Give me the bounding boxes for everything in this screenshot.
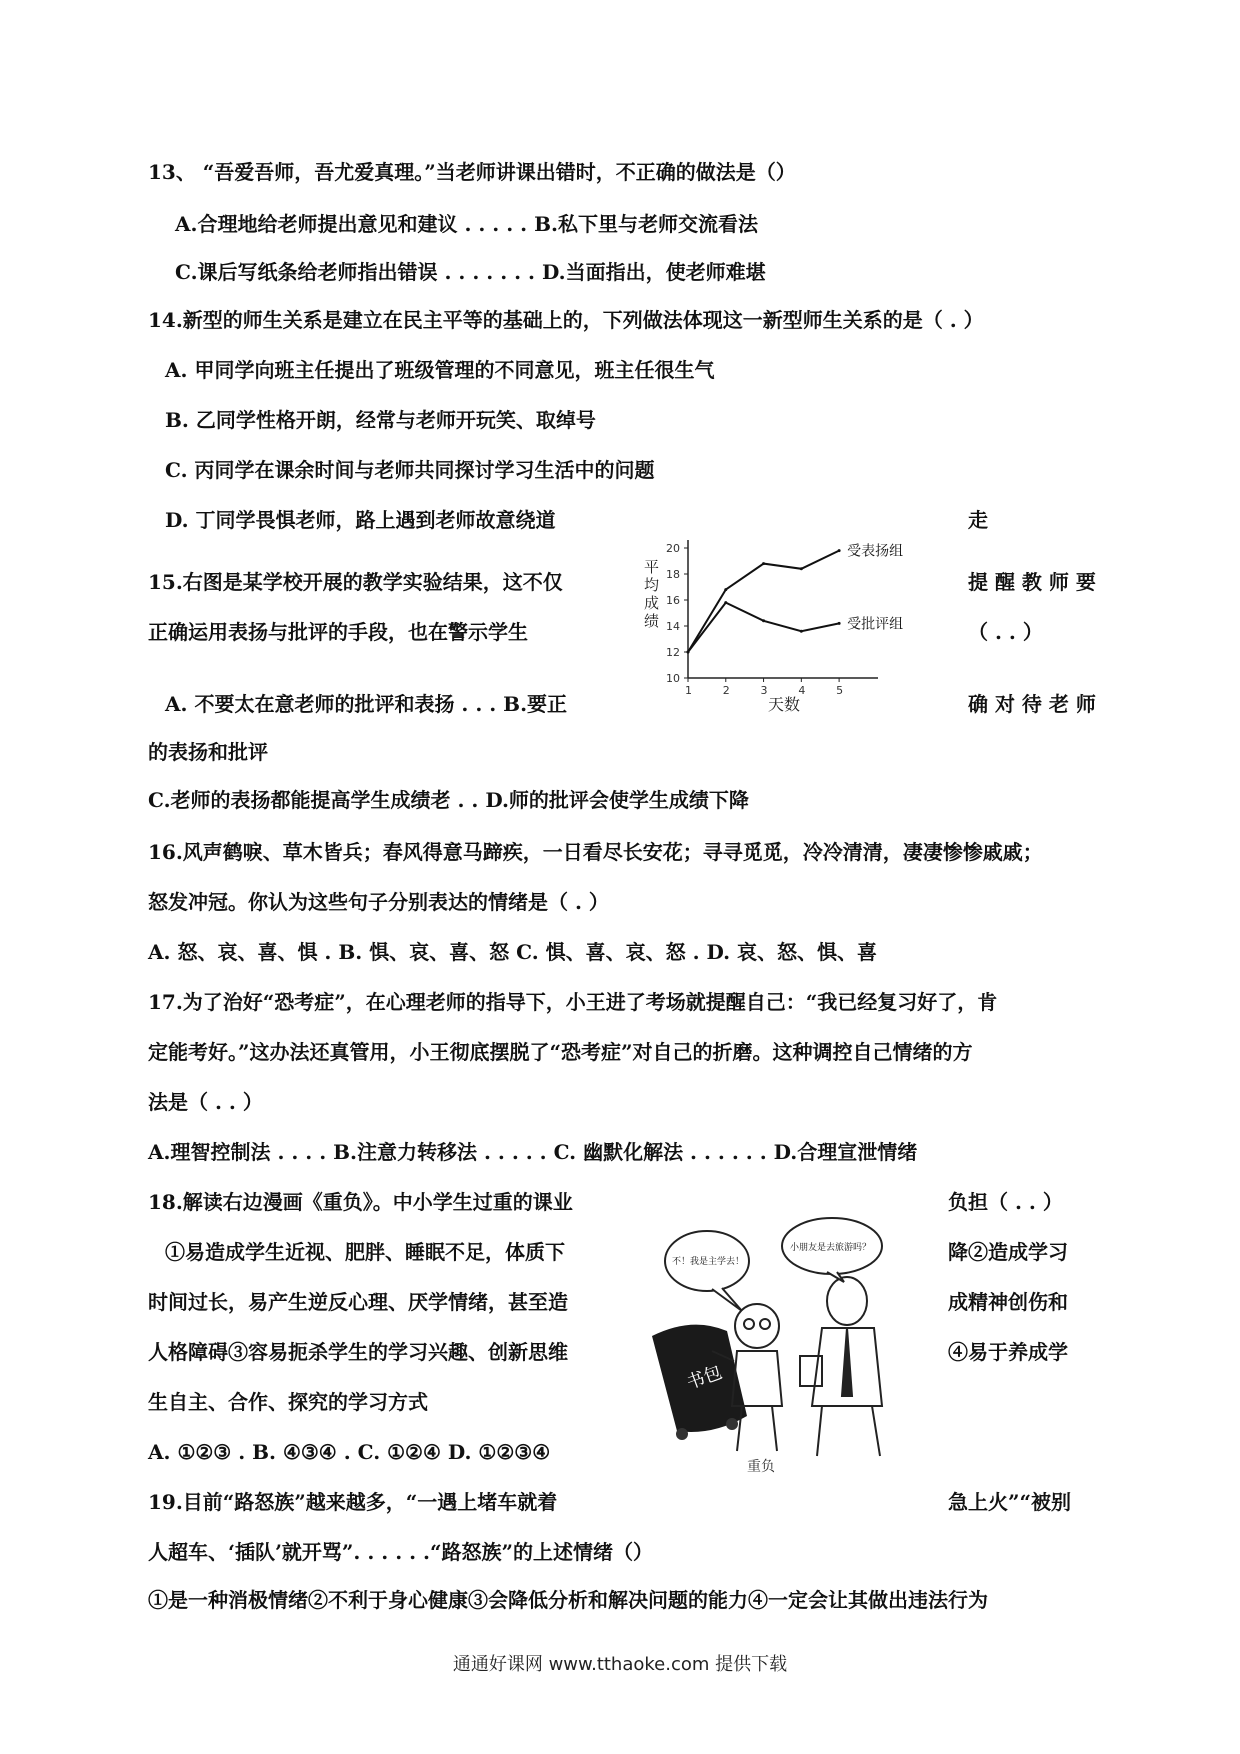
q15-line-2-right: （ . . ） [968, 620, 1043, 644]
q14-option-c: C. 丙同学在课余时间与老师共同探讨学习生活中的问题 [165, 458, 655, 482]
cartoon-heavy-burden [632, 1216, 932, 1476]
data-point [800, 567, 803, 570]
q14-stem: 14.新型的师生关系是建立在民主平等的基础上的，下列做法体现这一新型师生关系的是（ . ） [148, 308, 984, 332]
series-criticize-line [688, 603, 839, 652]
y-tick-label: 18 [666, 568, 680, 581]
q16-line-1: 16.风声鹤唳、草木皆兵；春风得意马蹄疾，一日看尽长安花；寻寻觅觅，冷冷清清，凄凄惨惨戚戚； [148, 840, 1043, 864]
q15-line-1: 15.右图是某学校开展的教学实验结果，这不仅 [148, 570, 563, 594]
q18-line-3-right: 成精神创伤和 [948, 1290, 1068, 1314]
x-tick-label: 2 [722, 684, 730, 697]
y-axis-label-char: 绩 [644, 612, 660, 630]
y-axis-label-char: 均 [644, 576, 660, 594]
q18-line-1-right: 负担（ . . ） [948, 1190, 1063, 1214]
series-criticize-label: 受批评组 [847, 616, 904, 633]
q18-line-2-right: 降②造成学习 [948, 1240, 1068, 1264]
q14-option-a: A. 甲同学向班主任提出了班级管理的不同意见，班主任很生气 [165, 358, 715, 382]
q16-options: A. 怒、哀、喜、惧 . B. 惧、哀、喜、怒 C. 惧、喜、哀、怒 . D. 哀、怒、惧、喜 [148, 940, 878, 964]
q13-options-ab: A.合理地给老师提出意见和建议 . . . . . B.私下里与老师交流看法 [175, 212, 758, 236]
data-point [687, 651, 690, 654]
q15-line-1-right: 提 醒 教 师 要 [968, 570, 1096, 594]
y-axis-label-char: 成 [644, 594, 660, 612]
data-point [762, 619, 765, 622]
q19-line-2: 人超车、‘插队’就开骂”. . . . . .“路怒族”的上述情绪（） [148, 1540, 654, 1564]
q13-stem: 13、 “吾爱吾师，吾尤爱真理。”当老师讲课出错时，不正确的做法是（） [148, 160, 796, 184]
series-praise-label: 受表扬组 [847, 543, 904, 560]
y-tick-label: 12 [666, 646, 680, 659]
data-point [762, 562, 765, 565]
y-tick-label: 16 [666, 594, 680, 607]
q19-line-3: ①是一种消极情绪②不利于身心健康③会降低分析和解决问题的能力④一定会让其做出违法行为 [148, 1588, 988, 1612]
q17-line-3: 法是（ . . ） [148, 1090, 263, 1114]
speech-bubble-left [665, 1231, 749, 1311]
y-axis-label-char: 平 [644, 558, 660, 576]
q15-option-cd: C.老师的表扬都能提高学生成绩老 . . D.师的批评会使学生成绩下降 [148, 788, 749, 812]
q18-line-4-right: ④易于养成学 [948, 1340, 1068, 1364]
q16-line-2: 怒发冲冠。你认为这些句子分别表达的情绪是（ . ） [148, 890, 609, 914]
q19-line-1: 19.目前“路怒族”越来越多，“一遇上堵车就着 [148, 1490, 558, 1514]
x-tick-label: 5 [836, 684, 844, 697]
q15-option-b-end: 的表扬和批评 [148, 740, 268, 764]
data-point [800, 630, 803, 633]
page-footer: 通通好课网 www.tthaoke.com 提供下载 [452, 1654, 788, 1675]
q18-line-2: ①易造成学生近视、肥胖、睡眠不足，体质下 [165, 1240, 565, 1264]
cartoon-schoolbag [652, 1325, 747, 1440]
q18-line-3: 时间过长，易产生逆反心理、厌学情绪，甚至造 [148, 1290, 568, 1314]
q17-options: A.理智控制法 . . . . B.注意力转移法 . . . . . C. 幽默化解法 . . . . . . D.合理宣泄情绪 [148, 1140, 918, 1164]
y-tick-label: 10 [666, 672, 680, 685]
svg-text:不！我是主学去！: 不！我是主学去！ [672, 1257, 745, 1267]
x-tick-label: 4 [798, 684, 806, 697]
cartoon-caption: 重负 [747, 1459, 775, 1475]
q15-option-ab: A. 不要太在意老师的批评和表扬 . . . B.要正 [165, 692, 568, 716]
q18-line-1: 18.解读右边漫画《重负》。中小学生过重的课业 [148, 1190, 573, 1214]
bag-label: 书包 [683, 1361, 725, 1394]
data-point [724, 588, 727, 591]
q18-options: A. ①②③ . B. ④③④ . C. ①②④ D. ①②③④ [148, 1440, 551, 1464]
q18-line-4: 人格障碍③容易扼杀学生的学习兴趣、创新思维 [148, 1340, 568, 1364]
y-tick-label: 20 [666, 542, 680, 555]
x-tick-label: 1 [685, 684, 692, 697]
y-tick-label: 14 [666, 620, 680, 633]
q19-line-1-right: 急上火”“被别 [948, 1490, 1072, 1514]
x-tick-label: 3 [760, 684, 768, 697]
speech-bubble-right [782, 1218, 882, 1282]
q17-line-1: 17.为了治好“恐考症”，在心理老师的指导下，小王进了考场就提醒自己：“我已经复习好了，肯 [148, 990, 998, 1014]
experiment-line-chart [618, 528, 968, 718]
q14-option-d: D. 丁同学畏惧老师，路上遇到老师故意绕道 [165, 508, 556, 532]
q13-options-cd: C.课后写纸条给老师指出错误 . . . . . . . D.当面指出，使老师难堪 [175, 260, 766, 284]
q14-option-b: B. 乙同学性格开朗，经常与老师开玩笑、取绰号 [165, 408, 596, 432]
cartoon-adult [800, 1277, 882, 1456]
q17-line-2: 定能考好。”这办法还真管用，小王彻底摆脱了“恐考症”对自己的折磨。这种调控自己情绪的方 [148, 1040, 973, 1064]
data-point [838, 549, 841, 552]
x-axis-label: 天数 [768, 695, 801, 714]
data-point [838, 622, 841, 625]
q15-option-b-tail: 确 对 待 老 师 [968, 692, 1096, 716]
svg-text:小朋友是去旅游吗？: 小朋友是去旅游吗？ [790, 1243, 872, 1253]
q18-line-5: 生自主、合作、探究的学习方式 [148, 1390, 428, 1414]
q15-line-2: 正确运用表扬与批评的手段，也在警示学生 [148, 620, 528, 644]
data-point [724, 601, 727, 604]
q14-option-d-tail: 走 [968, 508, 988, 532]
series-praise-line [688, 551, 839, 652]
